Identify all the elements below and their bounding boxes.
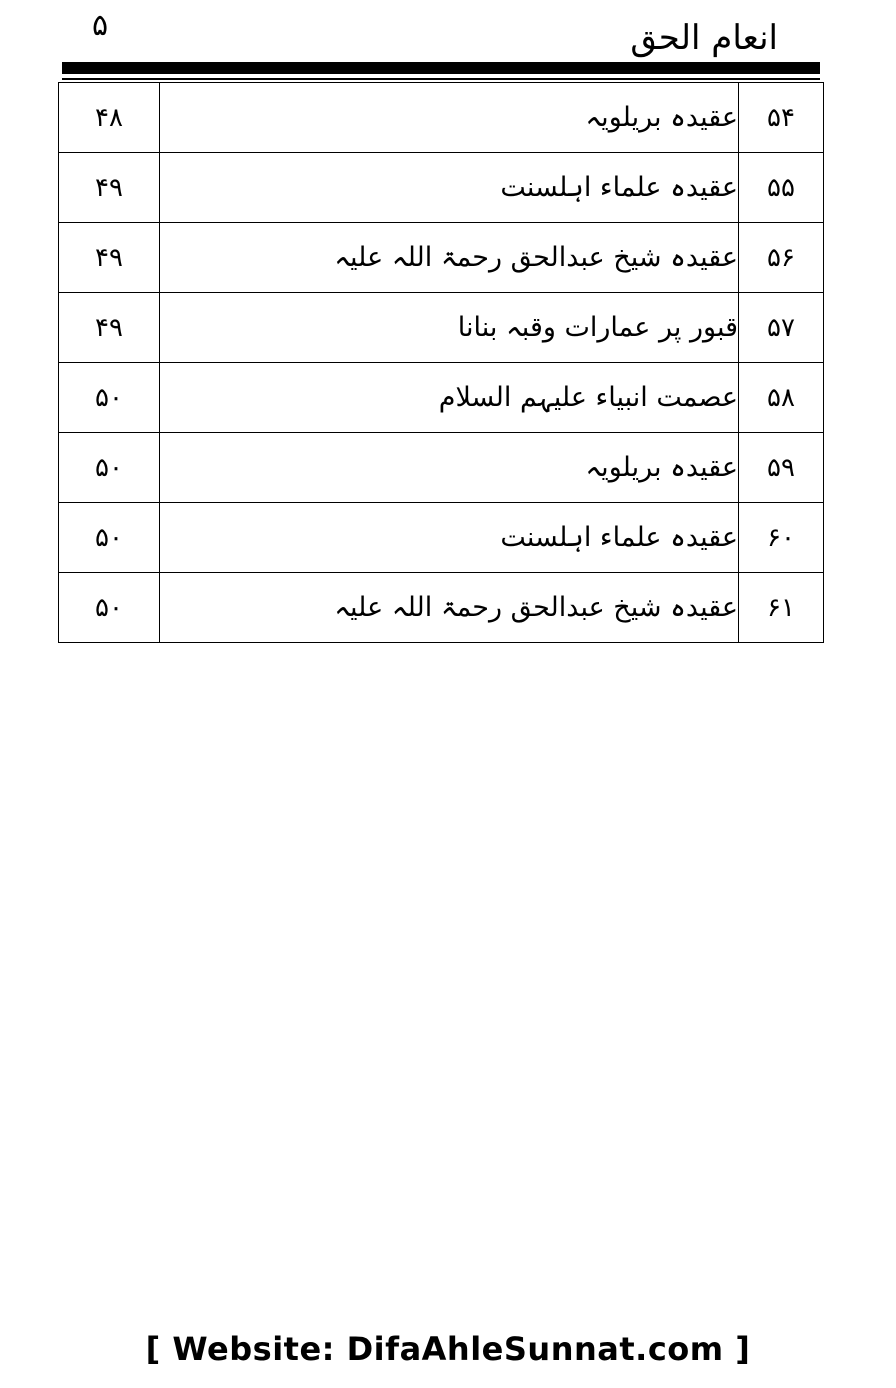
- toc-entry-title: عقیدہ علماء اہلسنت: [160, 153, 739, 223]
- toc-entry-title: عصمت انبیاء علیہم السلام: [160, 363, 739, 433]
- toc-entry-number: ۵۴: [739, 83, 824, 153]
- header-rule-thick: [62, 62, 820, 74]
- toc-entry-number: ۶۰: [739, 503, 824, 573]
- table-row: [59, 293, 824, 363]
- toc-page-number: ۵۰: [59, 503, 160, 573]
- table-row: [59, 83, 824, 153]
- toc-page-number: ۵۰: [59, 363, 160, 433]
- toc-entry-title: عقیدہ بریلویہ: [160, 83, 739, 153]
- toc-entry-title: قبور پر عمارات وقبہ بنانا: [160, 293, 739, 363]
- toc-page-number: ۵۰: [59, 433, 160, 503]
- toc-page-number: ۴۸: [59, 83, 160, 153]
- toc-entry-number: ۵۷: [739, 293, 824, 363]
- toc-entry-number: ۵۵: [739, 153, 824, 223]
- toc-page-number: ۵۰: [59, 573, 160, 643]
- book-title: انعام الحق: [630, 18, 778, 58]
- toc-entry-number: ۶۱: [739, 573, 824, 643]
- toc-page-number: ۴۹: [59, 223, 160, 293]
- table-row: [59, 433, 824, 503]
- table-row: [59, 223, 824, 293]
- website-footer: [ Website: DifaAhleSunnat.com ]: [145, 1330, 751, 1368]
- toc-entry-title: عقیدہ شیخ عبدالحق رحمۃ اللہ علیہ: [160, 573, 739, 643]
- toc-entry-title: عقیدہ شیخ عبدالحق رحمۃ اللہ علیہ: [160, 223, 739, 293]
- table-of-contents: [58, 82, 824, 643]
- toc-page-number: ۴۹: [59, 293, 160, 363]
- toc-entry-number: ۵۸: [739, 363, 824, 433]
- table-row: [59, 573, 824, 643]
- toc-page-number: ۴۹: [59, 153, 160, 223]
- toc-entry-title: عقیدہ بریلویہ: [160, 433, 739, 503]
- table-row: [59, 503, 824, 573]
- table-row: [59, 363, 824, 433]
- page-number: ۵: [92, 8, 109, 43]
- toc-entry-title: عقیدہ علماء اہلسنت: [160, 503, 739, 573]
- header-rule-thin: [62, 78, 820, 80]
- table-row: [59, 153, 824, 223]
- toc-entry-number: ۵۶: [739, 223, 824, 293]
- toc-entry-number: ۵۹: [739, 433, 824, 503]
